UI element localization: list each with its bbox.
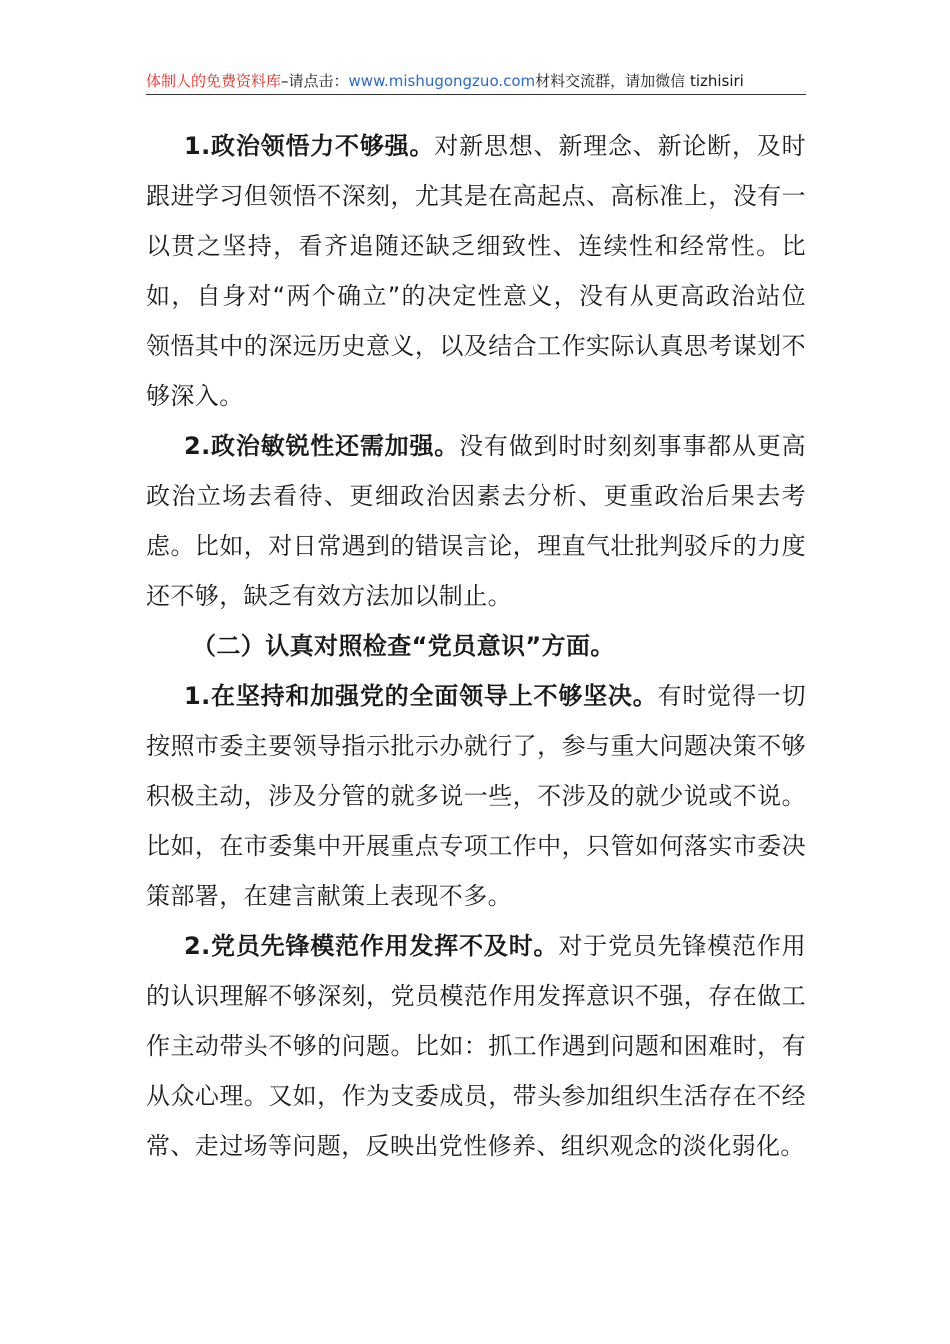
paragraph-political-sensitivity xyxy=(146,421,806,621)
header-url-link[interactable]: www.mishugongzuo.com xyxy=(348,72,536,90)
document-body xyxy=(146,121,806,1171)
section-heading: （二）认真对照检查“党员意识”方面。 xyxy=(192,632,615,660)
paragraph-lead: 1.在坚持和加强党的全面领导上不够坚决。 xyxy=(184,682,658,710)
paragraph-vanguard-role xyxy=(146,921,806,1171)
paragraph-text: 有时觉得一切按照市委主要领导指示批示办就行了，参与重大问题决策不够积极主动，涉及分管的就多说一些，不涉及的就少说或不说。比如，在市委集中开展重点专项工作中，只管如何落实市委决策部署，在建言献策上表现不多。 xyxy=(146,682,806,910)
paragraph-lead: 2.政治敏锐性还需加强。 xyxy=(184,432,460,460)
header-divider xyxy=(146,94,806,95)
paragraph-lead: 2.党员先锋模范作用发挥不及时。 xyxy=(184,932,559,960)
header-site-name: 体制人的免费资料库 xyxy=(146,72,282,90)
page-header xyxy=(146,70,806,94)
paragraph-political-awareness xyxy=(146,121,806,421)
paragraph-lead: 1.政治领悟力不够强。 xyxy=(184,132,435,160)
header-contact: 材料交流群，请加微信 tizhisiri xyxy=(535,72,744,90)
header-prompt: –请点击： xyxy=(281,72,349,90)
paragraph-party-leadership xyxy=(146,671,806,921)
paragraph-text: 对于党员先锋模范作用的认识理解不够深刻，党员模范作用发挥意识不强，存在做工作主动带头不够的问题。比如：抓工作遇到问题和困难时，有从众心理。又如，作为支委成员，带头参加组织生活存在不经常、走过场等问题，反映出党性修养、组织观念的淡化弱化。 xyxy=(146,932,807,1160)
paragraph-text: 对新思想、新理念、新论断，及时跟进学习但领悟不深刻，尤其是在高起点、高标准上，没有一以贯之坚持，看齐追随还缺乏细致性、连续性和经常性。比如，自身对“两个确立”的决定性意义，没有从更高政治站位领悟其中的深远历史意义，以及结合工作实际认真思考谋划不够深入。 xyxy=(146,132,807,410)
paragraph-text: 没有做到时时刻刻事事都从更高政治立场去看待、更细政治因素去分析、更重政治后果去考虑。比如，对日常遇到的错误言论，理直气壮批判驳斥的力度还不够，缺乏有效方法加以制止。 xyxy=(146,432,806,610)
